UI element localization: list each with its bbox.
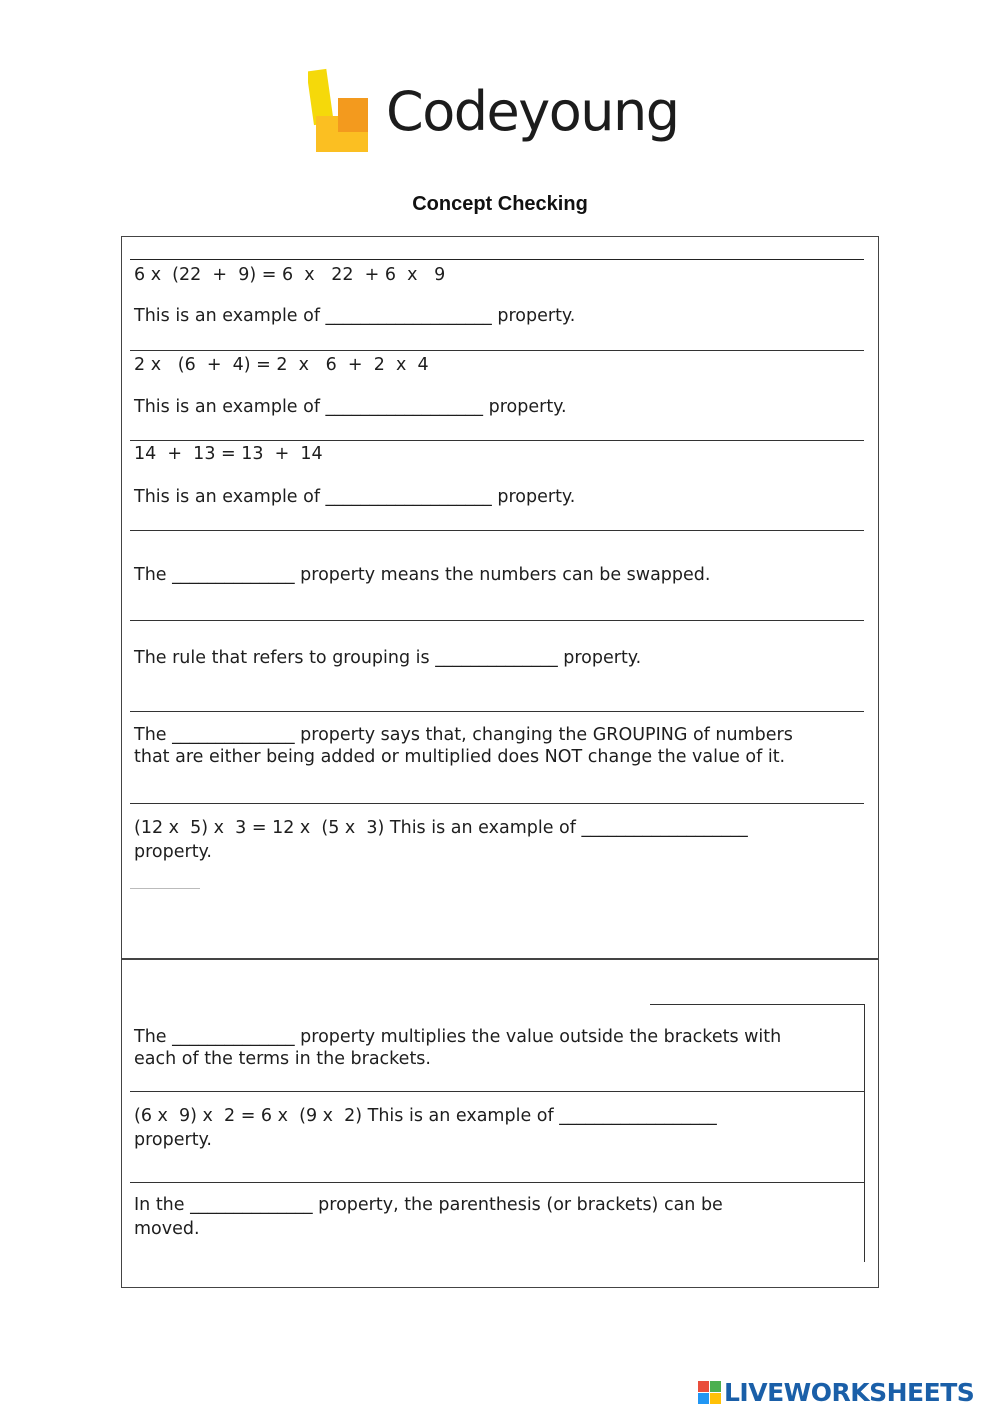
divider	[130, 1182, 864, 1183]
divider	[130, 350, 864, 351]
brand-logo	[308, 66, 708, 166]
divider	[130, 803, 864, 804]
divider	[130, 620, 864, 621]
brand-name: Codeyoung	[386, 80, 679, 143]
divider	[130, 1091, 864, 1092]
liveworksheets-wordmark: LIVEWORKSHEETS	[724, 1378, 975, 1407]
question-5-prompt: The rule that refers to grouping is ______________ property.	[134, 648, 642, 668]
question-8-prompt-continued: each of the terms in the brackets.	[134, 1049, 431, 1069]
question-1-prompt: This is an example of ___________________ property.	[134, 306, 576, 326]
question-9-prompt: property.	[134, 1130, 212, 1150]
divider	[864, 1004, 865, 1262]
page-title: Concept Checking	[412, 193, 588, 215]
question-7-prompt: property.	[134, 842, 212, 862]
divider	[650, 1004, 865, 1005]
codeyoung-logo-icon	[308, 66, 378, 156]
divider	[130, 440, 864, 441]
question-1-equation: 6 x (22 + 9) = 6 x 22 + 6 x 9	[134, 265, 446, 285]
question-10-prompt: In the ______________ property, the parenthesis (or brackets) can be	[134, 1195, 723, 1215]
question-9-equation: (6 x 9) x 2 = 6 x (9 x 2) This is an example of __________________	[134, 1106, 717, 1126]
divider	[130, 259, 864, 260]
worksheet-frame-top	[121, 236, 879, 960]
question-2-equation: 2 x (6 + 4) = 2 x 6 + 2 x 4	[134, 355, 429, 375]
question-3-prompt: This is an example of ___________________ property.	[134, 487, 576, 507]
question-2-prompt: This is an example of __________________ property.	[134, 397, 567, 417]
question-4-prompt: The ______________ property means the numbers can be swapped.	[134, 565, 711, 585]
question-6-prompt: The ______________ property says that, changing the GROUPING of numbers that are either being added or multiplied does NOT change the value of it.	[134, 725, 793, 767]
liveworksheets-logo	[698, 1378, 998, 1408]
divider	[130, 711, 864, 712]
question-3-equation: 14 + 13 = 13 + 14	[134, 444, 323, 464]
divider	[130, 530, 864, 531]
liveworksheets-badge-icon	[698, 1381, 722, 1405]
question-10-prompt-continued: moved.	[134, 1219, 200, 1239]
question-7-equation: (12 x 5) x 3 = 12 x (5 x 3) This is an example of ___________________	[134, 818, 748, 838]
question-8-prompt: The ______________ property multiplies the value outside the brackets with	[134, 1027, 782, 1047]
divider	[130, 888, 200, 889]
